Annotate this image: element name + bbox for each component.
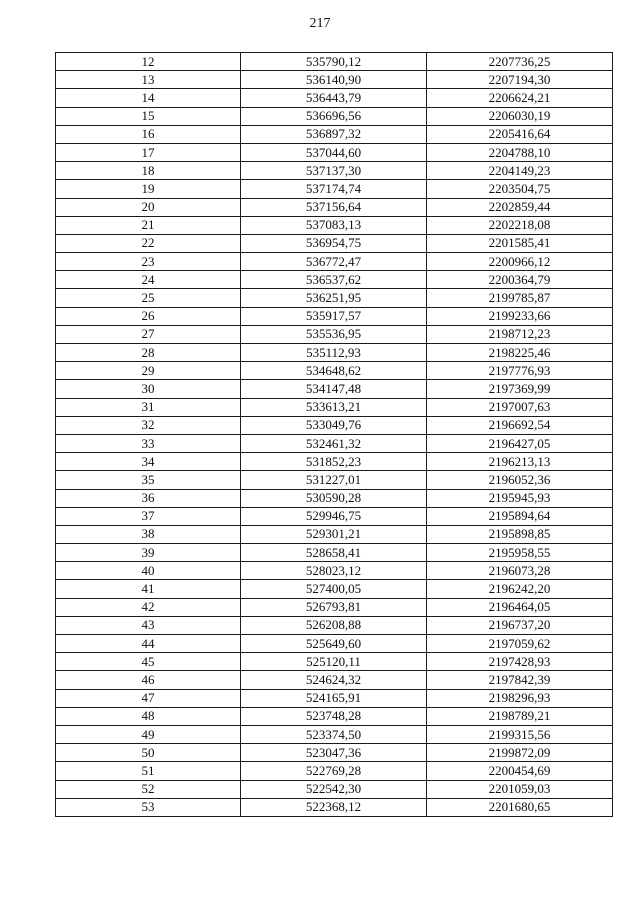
table-row [56,271,613,289]
point-number-cell: 51 [56,762,241,780]
x-coordinate-cell: 535112,93 [241,344,427,362]
y-coordinate-cell: 2205416,64 [427,125,613,143]
y-coordinate-cell: 2199315,56 [427,725,613,743]
point-number-cell: 13 [56,71,241,89]
x-coordinate-cell: 534648,62 [241,362,427,380]
point-number-cell: 44 [56,635,241,653]
table-row [56,398,613,416]
x-coordinate-cell: 537156,64 [241,198,427,216]
y-coordinate-cell: 2198712,23 [427,325,613,343]
point-number-cell: 17 [56,143,241,161]
x-coordinate-cell: 525120,11 [241,653,427,671]
table-row [56,635,613,653]
x-coordinate-cell: 537137,30 [241,162,427,180]
y-coordinate-cell: 2196073,28 [427,562,613,580]
y-coordinate-cell: 2198225,46 [427,344,613,362]
x-coordinate-cell: 536443,79 [241,89,427,107]
table-row [56,289,613,307]
y-coordinate-cell: 2200966,12 [427,253,613,271]
point-number-cell: 47 [56,689,241,707]
y-coordinate-cell: 2207736,25 [427,53,613,71]
point-number-cell: 48 [56,707,241,725]
x-coordinate-cell: 536140,90 [241,71,427,89]
x-coordinate-cell: 533049,76 [241,416,427,434]
point-number-cell: 19 [56,180,241,198]
x-coordinate-cell: 532461,32 [241,434,427,452]
table-row [56,344,613,362]
table-row [56,216,613,234]
table-row [56,562,613,580]
table-row [56,689,613,707]
point-number-cell: 34 [56,453,241,471]
coordinates-table [55,52,613,817]
y-coordinate-cell: 2197007,63 [427,398,613,416]
table-row [56,125,613,143]
point-number-cell: 26 [56,307,241,325]
y-coordinate-cell: 2195898,85 [427,525,613,543]
x-coordinate-cell: 526208,88 [241,616,427,634]
table-row [56,544,613,562]
point-number-cell: 30 [56,380,241,398]
x-coordinate-cell: 528658,41 [241,544,427,562]
table-row [56,180,613,198]
y-coordinate-cell: 2206624,21 [427,89,613,107]
x-coordinate-cell: 536696,56 [241,107,427,125]
table-row [56,234,613,252]
point-number-cell: 33 [56,434,241,452]
y-coordinate-cell: 2196242,20 [427,580,613,598]
y-coordinate-cell: 2197776,93 [427,362,613,380]
y-coordinate-cell: 2198296,93 [427,689,613,707]
point-number-cell: 45 [56,653,241,671]
table-row [56,89,613,107]
y-coordinate-cell: 2200454,69 [427,762,613,780]
x-coordinate-cell: 531227,01 [241,471,427,489]
x-coordinate-cell: 528023,12 [241,562,427,580]
point-number-cell: 53 [56,798,241,816]
point-number-cell: 22 [56,234,241,252]
table-row [56,162,613,180]
point-number-cell: 28 [56,344,241,362]
y-coordinate-cell: 2196427,05 [427,434,613,452]
table-row [56,525,613,543]
table-row [56,671,613,689]
table-row [56,489,613,507]
point-number-cell: 43 [56,616,241,634]
x-coordinate-cell: 531852,23 [241,453,427,471]
table-row [56,53,613,71]
x-coordinate-cell: 529301,21 [241,525,427,543]
y-coordinate-cell: 2202859,44 [427,198,613,216]
point-number-cell: 14 [56,89,241,107]
x-coordinate-cell: 535790,12 [241,53,427,71]
table-row [56,253,613,271]
x-coordinate-cell: 534147,48 [241,380,427,398]
x-coordinate-cell: 523748,28 [241,707,427,725]
x-coordinate-cell: 522368,12 [241,798,427,816]
table-row [56,744,613,762]
table-row [56,798,613,816]
table-row [56,471,613,489]
x-coordinate-cell: 526793,81 [241,598,427,616]
y-coordinate-cell: 2197428,93 [427,653,613,671]
y-coordinate-cell: 2196052,36 [427,471,613,489]
table-row [56,453,613,471]
point-number-cell: 29 [56,362,241,380]
x-coordinate-cell: 527400,05 [241,580,427,598]
y-coordinate-cell: 2197059,62 [427,635,613,653]
y-coordinate-cell: 2201585,41 [427,234,613,252]
x-coordinate-cell: 524624,32 [241,671,427,689]
table-row [56,325,613,343]
point-number-cell: 50 [56,744,241,762]
x-coordinate-cell: 535536,95 [241,325,427,343]
point-number-cell: 16 [56,125,241,143]
y-coordinate-cell: 2200364,79 [427,271,613,289]
y-coordinate-cell: 2196692,54 [427,416,613,434]
x-coordinate-cell: 524165,91 [241,689,427,707]
point-number-cell: 41 [56,580,241,598]
x-coordinate-cell: 525649,60 [241,635,427,653]
x-coordinate-cell: 536537,62 [241,271,427,289]
x-coordinate-cell: 523047,36 [241,744,427,762]
y-coordinate-cell: 2207194,30 [427,71,613,89]
point-number-cell: 46 [56,671,241,689]
table-row [56,434,613,452]
y-coordinate-cell: 2201680,65 [427,798,613,816]
y-coordinate-cell: 2199233,66 [427,307,613,325]
point-number-cell: 39 [56,544,241,562]
y-coordinate-cell: 2196213,13 [427,453,613,471]
x-coordinate-cell: 537044,60 [241,143,427,161]
table-row [56,580,613,598]
point-number-cell: 38 [56,525,241,543]
x-coordinate-cell: 536954,75 [241,234,427,252]
y-coordinate-cell: 2204788,10 [427,143,613,161]
y-coordinate-cell: 2203504,75 [427,180,613,198]
y-coordinate-cell: 2199785,87 [427,289,613,307]
table-row [56,143,613,161]
point-number-cell: 42 [56,598,241,616]
table-row [56,362,613,380]
coordinates-table-body [56,53,613,817]
point-number-cell: 23 [56,253,241,271]
x-coordinate-cell: 522542,30 [241,780,427,798]
table-row [56,380,613,398]
y-coordinate-cell: 2197842,39 [427,671,613,689]
x-coordinate-cell: 533613,21 [241,398,427,416]
table-row [56,71,613,89]
table-row [56,780,613,798]
y-coordinate-cell: 2196464,05 [427,598,613,616]
point-number-cell: 40 [56,562,241,580]
y-coordinate-cell: 2206030,19 [427,107,613,125]
point-number-cell: 36 [56,489,241,507]
y-coordinate-cell: 2195945,93 [427,489,613,507]
x-coordinate-cell: 536897,32 [241,125,427,143]
point-number-cell: 15 [56,107,241,125]
y-coordinate-cell: 2195894,64 [427,507,613,525]
point-number-cell: 31 [56,398,241,416]
y-coordinate-cell: 2195958,55 [427,544,613,562]
table-row [56,725,613,743]
table-row [56,107,613,125]
table-row [56,307,613,325]
point-number-cell: 32 [56,416,241,434]
y-coordinate-cell: 2196737,20 [427,616,613,634]
y-coordinate-cell: 2202218,08 [427,216,613,234]
page-number: 217 [309,16,331,31]
y-coordinate-cell: 2199872,09 [427,744,613,762]
table-row [56,653,613,671]
x-coordinate-cell: 529946,75 [241,507,427,525]
point-number-cell: 52 [56,780,241,798]
x-coordinate-cell: 537174,74 [241,180,427,198]
x-coordinate-cell: 535917,57 [241,307,427,325]
point-number-cell: 25 [56,289,241,307]
point-number-cell: 35 [56,471,241,489]
point-number-cell: 12 [56,53,241,71]
y-coordinate-cell: 2204149,23 [427,162,613,180]
table-row [56,507,613,525]
point-number-cell: 37 [56,507,241,525]
point-number-cell: 18 [56,162,241,180]
table-row [56,762,613,780]
table-row [56,416,613,434]
table-row [56,616,613,634]
y-coordinate-cell: 2198789,21 [427,707,613,725]
x-coordinate-cell: 536251,95 [241,289,427,307]
table-row [56,707,613,725]
table-row [56,198,613,216]
point-number-cell: 27 [56,325,241,343]
table-row [56,598,613,616]
point-number-cell: 20 [56,198,241,216]
x-coordinate-cell: 523374,50 [241,725,427,743]
x-coordinate-cell: 522769,28 [241,762,427,780]
y-coordinate-cell: 2201059,03 [427,780,613,798]
x-coordinate-cell: 537083,13 [241,216,427,234]
y-coordinate-cell: 2197369,99 [427,380,613,398]
point-number-cell: 21 [56,216,241,234]
x-coordinate-cell: 530590,28 [241,489,427,507]
x-coordinate-cell: 536772,47 [241,253,427,271]
point-number-cell: 49 [56,725,241,743]
point-number-cell: 24 [56,271,241,289]
